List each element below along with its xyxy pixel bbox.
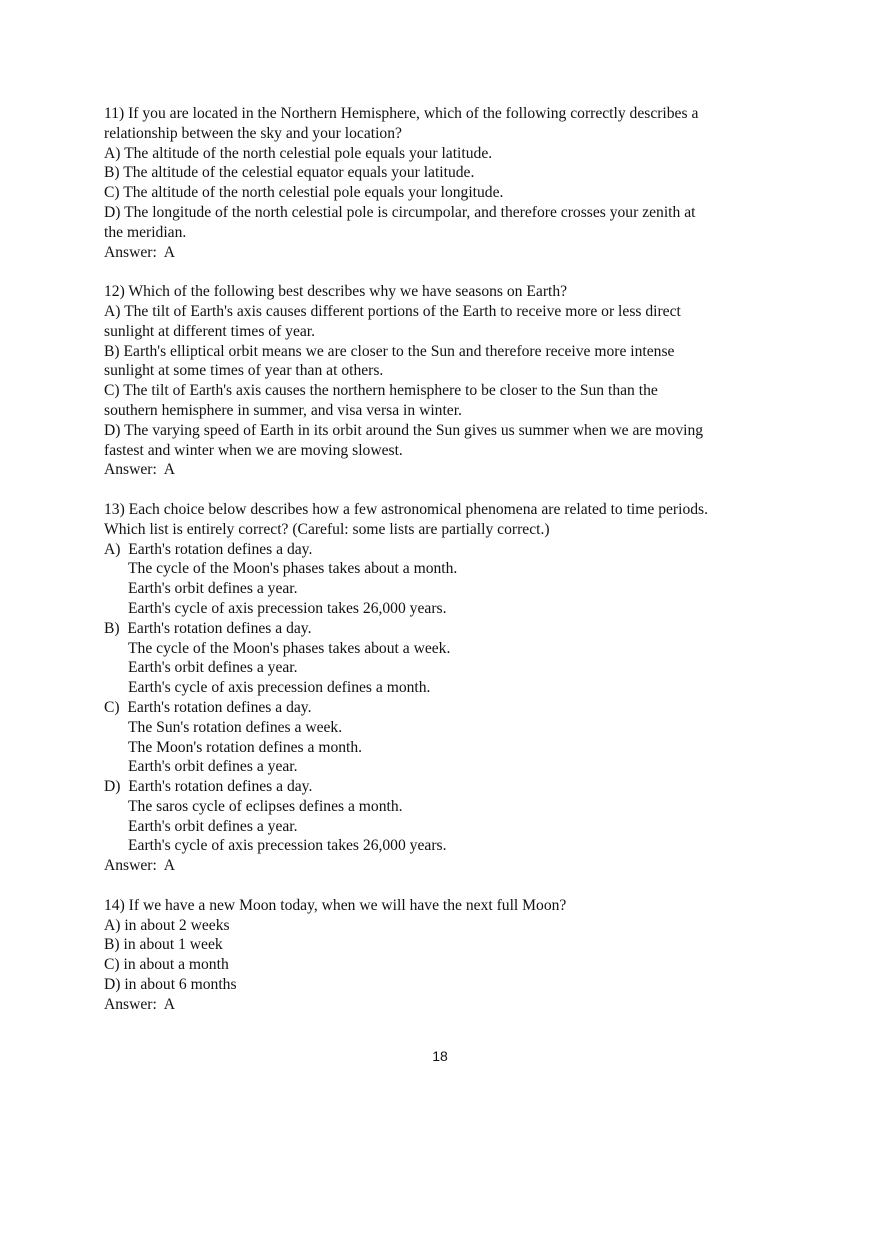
option-a-head: A) Earth's rotation defines a day.	[104, 540, 313, 558]
question-14	[104, 896, 784, 1015]
option-d-continued: fastest and winter when we are moving slowest.	[104, 441, 403, 459]
option-a-line: The cycle of the Moon's phases takes about a month.	[128, 560, 458, 578]
option-c-head: C) Earth's rotation defines a day.	[104, 698, 312, 716]
option-b	[104, 619, 784, 698]
option-c: C) The tilt of Earth's axis causes the northern hemisphere to be closer to the Sun than the	[104, 382, 658, 400]
option-c-line: The Moon's rotation defines a month.	[128, 738, 363, 756]
option-d-continued: the meridian.	[104, 223, 187, 241]
option-b-head: B) Earth's rotation defines a day.	[104, 619, 312, 637]
option-c: C) in about a month	[104, 956, 229, 974]
question-stem-continued: Which list is entirely correct? (Careful: some lists are partially correct.)	[104, 520, 550, 538]
question-13	[104, 500, 784, 876]
option-b-line: Earth's cycle of axis precession defines a month.	[128, 679, 431, 697]
option-d-line: Earth's orbit defines a year.	[128, 817, 298, 835]
option-a-continued: sunlight at different times of year.	[104, 322, 316, 340]
option-a: A) The altitude of the north celestial pole equals your latitude.	[104, 144, 493, 162]
option-c: C) The altitude of the north celestial pole equals your longitude.	[104, 184, 504, 202]
option-d-line: Earth's cycle of axis precession takes 26,000 years.	[128, 837, 447, 855]
option-a: A) The tilt of Earth's axis causes different portions of the Earth to receive more or less direct	[104, 302, 681, 320]
option-d: D) in about 6 months	[104, 976, 237, 994]
option-b: B) The altitude of the celestial equator equals your latitude.	[104, 164, 475, 182]
option-a-line: Earth's orbit defines a year.	[128, 580, 298, 598]
option-a	[104, 540, 784, 619]
option-a: A) in about 2 weeks	[104, 916, 230, 934]
question-stem: 14) If we have a new Moon today, when we will have the next full Moon?	[104, 896, 567, 914]
option-b-line: The cycle of the Moon's phases takes about a week.	[128, 639, 451, 657]
question-stem: 13) Each choice below describes how a few astronomical phenomena are related to time periods.	[104, 500, 709, 518]
page-number: 18	[432, 1048, 448, 1064]
option-c	[104, 698, 784, 777]
option-c-line: Earth's orbit defines a year.	[128, 758, 298, 776]
option-b: B) in about 1 week	[104, 936, 223, 954]
question-stem: 11) If you are located in the Northern Hemisphere, which of the following correctly describes a	[104, 105, 699, 122]
answer: Answer: A	[104, 995, 176, 1013]
answer: Answer: A	[104, 857, 176, 875]
document-page	[104, 104, 784, 1034]
option-d-head: D) Earth's rotation defines a day.	[104, 778, 313, 796]
answer: Answer: A	[104, 243, 176, 261]
option-d: D) The varying speed of Earth in its orbit around the Sun gives us summer when we are moving	[104, 421, 704, 439]
answer: Answer: A	[104, 461, 176, 479]
option-b: B) Earth's elliptical orbit means we are closer to the Sun and therefore receive more intense	[104, 342, 675, 360]
option-d: D) The longitude of the north celestial pole is circumpolar, and therefore crosses your zenith at	[104, 203, 696, 221]
question-12	[104, 282, 784, 480]
question-11	[104, 104, 784, 262]
option-d-line: The saros cycle of eclipses defines a month.	[128, 797, 403, 815]
question-stem-continued: relationship between the sky and your location?	[104, 124, 402, 142]
option-a-line: Earth's cycle of axis precession takes 26,000 years.	[128, 599, 447, 617]
question-stem: 12) Which of the following best describes why we have seasons on Earth?	[104, 283, 568, 301]
option-b-line: Earth's orbit defines a year.	[128, 659, 298, 677]
option-c-line: The Sun's rotation defines a week.	[128, 718, 343, 736]
option-d	[104, 777, 784, 856]
option-c-continued: southern hemisphere in summer, and visa versa in winter.	[104, 401, 462, 419]
option-b-continued: sunlight at some times of year than at others.	[104, 362, 384, 380]
